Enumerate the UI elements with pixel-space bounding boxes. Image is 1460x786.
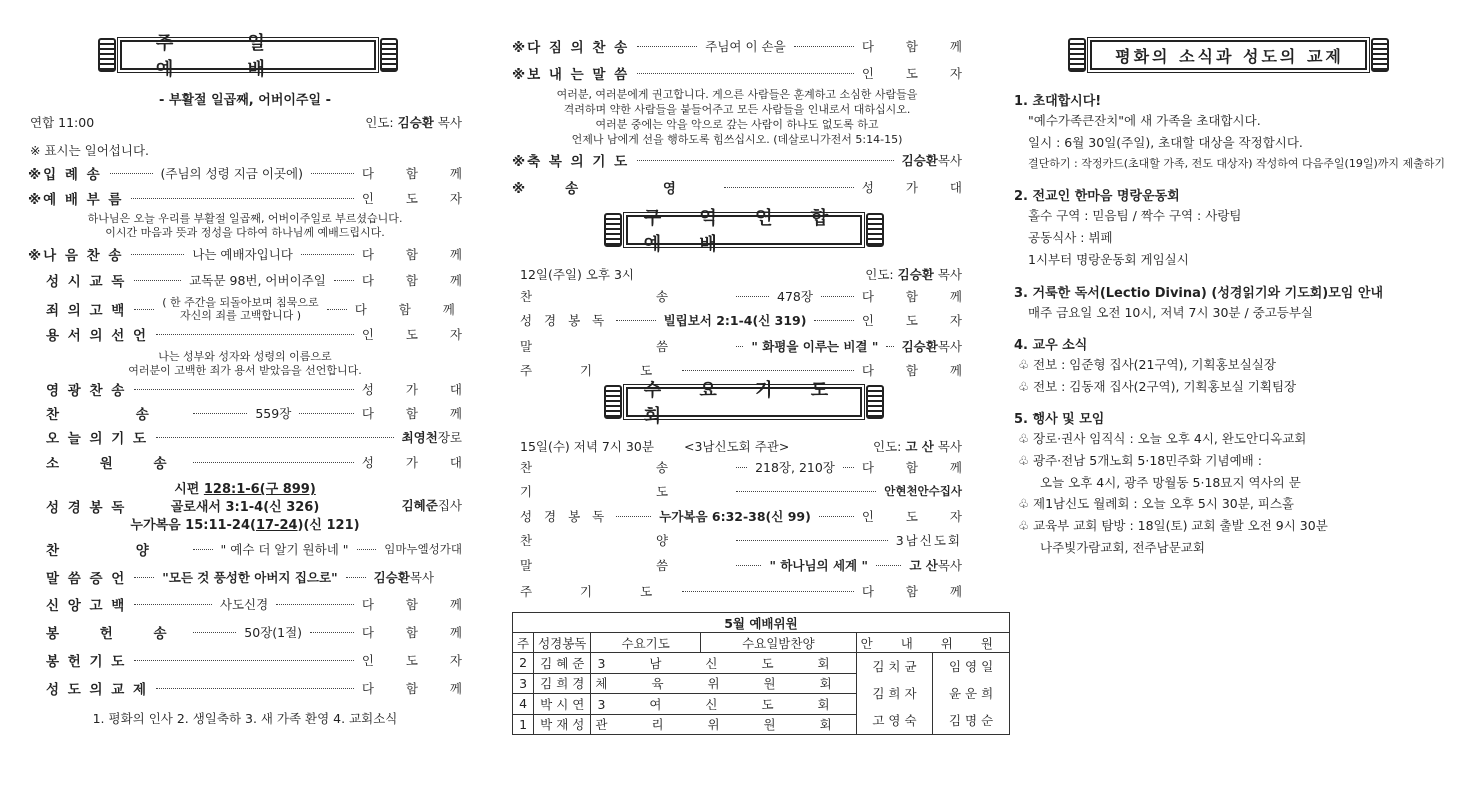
order-item: 찬 송 559장 다 함 께 — [46, 406, 477, 423]
order-item: 영 광 찬 송 성 가 대 — [46, 382, 476, 399]
table-cell: 1 — [513, 714, 534, 735]
news-line: 일시 : 6월 30일(주일), 초대할 대상을 작정합시다. — [1028, 135, 1303, 150]
table-cell: 김 혜 준 — [534, 653, 591, 674]
benediction-verse: 여러분, 여러분에게 권고합니다. 게으른 사람들은 훈계하고 소심한 사람들을 — [556, 88, 918, 101]
order-item: ※예 배 부 름 인 도 자 — [28, 191, 476, 208]
banner-right-ornament — [866, 385, 884, 419]
order-item: 봉 헌 송 50장(1절) 다 함 께 — [46, 625, 477, 642]
order-item: 말 씀 " 화평을 이루는 비결 " 김승환목사 — [520, 339, 962, 354]
news-line: ♧ 제1남신도 월례회 : 오늘 오후 5시 30분, 피스홀 — [1018, 496, 1295, 511]
news-line: 1시부터 명랑운동회 게임실시 — [1028, 252, 1189, 267]
order-item: ※보 내 는 말 씀 인 도 자 — [512, 66, 976, 83]
news-line: ♧ 전보 : 임준형 집사(21구역), 기획홍보실실장 — [1018, 357, 1276, 372]
scripture-ref: 누가복음 15:11-24(17-24)(신 121) — [130, 518, 360, 533]
banner-left-ornament — [1068, 38, 1086, 72]
table-header: 수요일밤찬양 — [700, 633, 856, 653]
table-cell: 박 시 연 — [534, 694, 591, 715]
news-title: 평화의 소식과 성도의 교제 — [1090, 40, 1367, 70]
table-header: 수요기도 — [591, 633, 701, 653]
scripture-ref: 골로새서 3:1-4(신 326) — [170, 500, 320, 515]
order-item: 찬 송 478장 다 함 께 — [520, 289, 976, 304]
news-line: ♧ 전보 : 김동재 집사(2구역), 기획홍보실 기획팀장 — [1018, 379, 1297, 394]
order-item: 성 시 교 독 교독문 98번, 어버이주일 다 함 께 — [46, 273, 476, 290]
clover-icon: ♧ — [1018, 496, 1030, 511]
banner-left-ornament — [604, 385, 622, 419]
news-line: 홀수 구역 : 믿음팀 / 짝수 구역 : 사랑팀 — [1028, 208, 1242, 223]
table-cell: 김 희 경 — [534, 673, 591, 694]
order-item: ※나 음 찬 송 나는 예배자입니다 다 함 께 — [28, 247, 476, 264]
district-time: 12일(주일) 오후 3시 — [520, 267, 635, 282]
order-item: 봉 헌 기 도 인 도 자 — [46, 653, 476, 670]
table-cell: 4 — [513, 694, 534, 715]
table-header: 주 — [513, 633, 534, 653]
district-banner — [604, 208, 884, 255]
order-item: 성 경 봉 독 빌립보서 2:1-4(신 319) 인 도 자 — [520, 313, 976, 328]
news-heading: 1. 초대합시다! — [1014, 94, 1102, 109]
leader: 인도: 김승환 목사 — [365, 115, 462, 130]
order-item: 신 앙 고 백 사도신경 다 함 께 — [46, 597, 477, 614]
order-item: 말 씀 " 하나님의 세계 " 고 산목사 — [520, 558, 963, 573]
news-line: ♧ 장로·권사 임직식 : 오늘 오후 4시, 완도안디옥교회 — [1018, 431, 1307, 446]
benediction-verse: 격려하며 약한 사람들을 붙들어주고 모든 사람들을 인내로서 대하십시오. — [563, 103, 911, 116]
news-line: 공동식사 : 뷔페 — [1028, 230, 1113, 245]
news-line: 매주 금요일 오전 10시, 저녁 7시 30분 / 중고등부실 — [1028, 305, 1314, 320]
scripture-label: 성 경 봉 독 — [46, 500, 127, 516]
news-line: ♧ 광주·전남 5개노회 5·18민주화 기념예배 : — [1018, 453, 1262, 468]
call-note: 하나님은 오늘 우리를 부활절 일곱째, 어버이주일로 부르셨습니다. — [87, 212, 403, 225]
subtitle: - 부활절 일곱째, 어버이주일 - — [159, 93, 331, 108]
order-item: ※축 복 의 기 도 김승환목사 — [512, 153, 962, 170]
order-item: 찬 양 3남신도회 — [520, 533, 962, 548]
order-item: ※다 짐 의 찬 송 주님여 이 손을 다 함 께 — [512, 39, 977, 56]
clover-icon: ♧ — [1018, 379, 1030, 394]
title-banner — [98, 33, 398, 80]
table-header: 성경봉독 — [534, 633, 591, 653]
order-item: 성 경 봉 독 누가복음 6:32-38(신 99) 인 도 자 — [520, 509, 976, 524]
order-item: ※입 례 송 (주님의 성령 지금 이곳에) 다 함 께 — [28, 166, 476, 183]
wednesday-leader: 인도: 고 산 목사 — [873, 439, 962, 454]
order-item: 기 도 안현천안수집사 — [520, 484, 962, 499]
table-cell: 3 — [513, 673, 534, 694]
order-item: 주 기 도 다 함 께 — [520, 584, 976, 599]
order-item: 찬 송 218장, 210장 다 함 께 — [520, 460, 977, 475]
clover-icon: ♧ — [1018, 357, 1030, 372]
wednesday-time: 15일(수) 저녁 7시 30분 — [520, 439, 654, 454]
table-header: 안 내 위 원 — [856, 633, 1009, 653]
table-cell: 체 육 위 원 회 — [591, 673, 856, 694]
order-item: 오 늘 의 기 도 최영천장로 — [46, 430, 462, 447]
order-item: 찬 양 " 예수 더 알기 원하네 " 임마누엘성가대 — [46, 542, 462, 559]
table-cell: 3 여 신 도 회 — [591, 694, 856, 715]
news-line: ♧ 교육부 교회 탐방 : 18일(토) 교회 출발 오전 9시 30분 — [1018, 518, 1328, 533]
news-line: "예수가족큰잔치"에 새 가족을 초대합시다. — [1028, 113, 1261, 128]
district-leader: 인도: 김승환 목사 — [865, 267, 962, 282]
order-item: 주 기 도 다 함 께 — [520, 363, 976, 378]
scripture-reader: 김혜준집사 — [401, 498, 462, 513]
duty-table-title: 5월 예배위원 — [513, 613, 1010, 633]
service-time: 연합 11:00 — [30, 115, 95, 130]
fellowship-footer: 1. 평화의 인사 2. 생일축하 3. 새 가족 환영 4. 교회소식 — [92, 711, 398, 726]
news-heading: 5. 행사 및 모임 — [1014, 412, 1105, 427]
news-line: 오늘 오후 4시, 광주 망월동 5·18묘지 역사의 문 — [1040, 475, 1301, 490]
duty-table — [512, 612, 1010, 735]
news-heading: 3. 거룩한 독서(Lectio Divina) (성경읽기와 기도회)모임 안내 — [1014, 286, 1384, 301]
table-cell: 2 — [513, 653, 534, 674]
order-item: 말 씀 증 언 "모든 것 풍성한 아버지 집으로" 김승환목사 — [46, 570, 434, 587]
banner-left-ornament — [604, 213, 622, 247]
usher-cell: 임 영 일 윤 운 희 김 명 순 — [933, 653, 1010, 735]
wednesday-host: <3남신도회 주관> — [684, 439, 790, 454]
table-cell: 관 리 위 원 회 — [591, 714, 856, 735]
table-row — [513, 653, 1010, 674]
clover-icon: ♧ — [1018, 518, 1030, 533]
order-item: 용 서 의 선 언 인 도 자 — [46, 327, 476, 344]
scripture-ref: 시편 128:1-6(구 899) — [174, 482, 316, 497]
banner-right-ornament — [1371, 38, 1389, 72]
benediction-verse: 언제나 남에게 선을 행하도록 힘쓰십시오. (데살로니가전서 5:14-15) — [571, 133, 903, 146]
clover-icon: ♧ — [1018, 431, 1030, 446]
absolution-note: 나는 성부와 성자와 성령의 이름으로 — [158, 350, 332, 363]
wednesday-title: 수 요 기 도 회 — [626, 387, 862, 417]
news-heading: 2. 전교인 한마음 명랑운동회 — [1014, 189, 1180, 204]
call-note: 이시간 마음과 뜻과 정성을 다하여 하나님께 예배드립시다. — [105, 226, 385, 239]
order-item: 소 원 송 성 가 대 — [46, 455, 476, 472]
wednesday-banner — [604, 380, 884, 427]
district-title: 구 역 연 합 예 배 — [626, 215, 862, 245]
order-item: 죄 의 고 백 ( 한 주간을 되돌아보며 침묵으로 자신의 죄를 고백합니다 ) 다 함 께 — [46, 296, 469, 322]
news-line: 결단하기 : 작정카드(초대할 가족, 전도 대상자) 작성하여 다음주일(19일)까지 제출하기 — [1028, 157, 1445, 170]
news-banner — [1058, 38, 1398, 72]
banner-right-ornament — [380, 38, 398, 72]
news-line: 나주빛가람교회, 전주남문교회 — [1040, 540, 1205, 555]
order-item: ※송 영 성 가 대 — [512, 180, 976, 197]
table-cell: 3 남 신 도 회 — [591, 653, 856, 674]
news-heading: 4. 교우 소식 — [1014, 338, 1088, 353]
benediction-verse: 여러분 중에는 악을 악으로 갚는 사람이 하나도 없도록 하고 — [595, 118, 879, 131]
stand-note: ※ 표시는 일어섭니다. — [30, 143, 149, 158]
order-item: 성 도 의 교 제 다 함 께 — [46, 681, 476, 698]
clover-icon: ♧ — [1018, 453, 1030, 468]
title: 주 일 예 배 — [120, 40, 376, 70]
usher-cell: 김 치 균 김 희 자 고 영 숙 — [856, 653, 933, 735]
banner-right-ornament — [866, 213, 884, 247]
banner-left-ornament — [98, 38, 116, 72]
absolution-note: 여러분이 고백한 죄가 용서 받았음을 선언합니다. — [128, 364, 362, 377]
table-cell: 박 재 성 — [534, 714, 591, 735]
